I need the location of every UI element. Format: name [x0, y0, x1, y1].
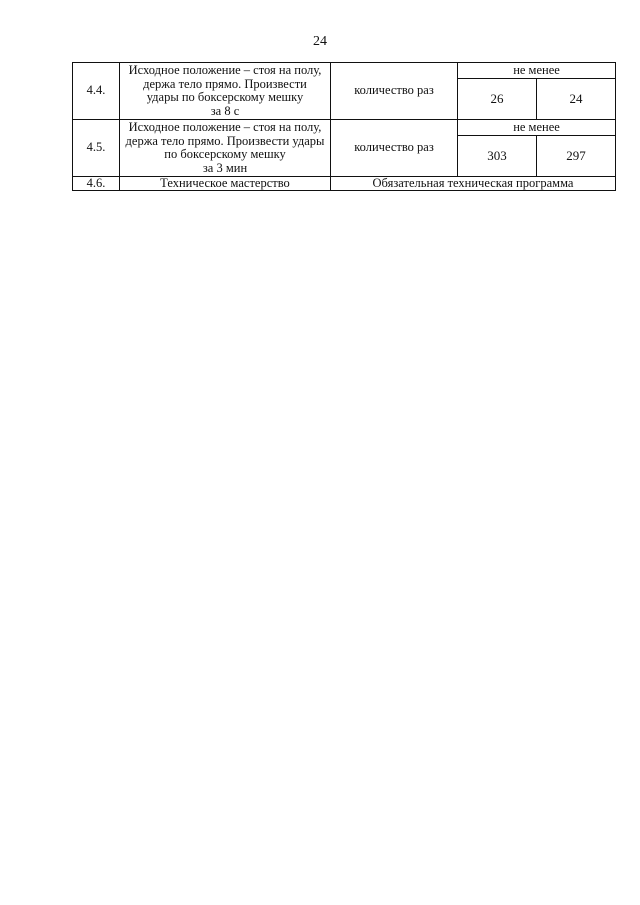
unit-cell: количество раз	[331, 63, 458, 120]
exercise-description	[120, 120, 331, 177]
description-line: за 3 мин	[202, 160, 248, 175]
table-row	[73, 120, 616, 136]
description-line: удары по боксерскому мешку	[146, 90, 304, 104]
description-line: Исходное положение – стоя на полу,	[128, 63, 322, 77]
row-number: 4.5.	[73, 120, 120, 177]
exercise-description: Техническое мастерство	[120, 177, 331, 191]
table-row	[73, 177, 616, 191]
row-number: 4.4.	[73, 63, 120, 120]
description-line: держа тело прямо. Произвести	[143, 76, 307, 91]
table-row	[73, 63, 616, 79]
min-header: не менее	[458, 63, 616, 79]
min-header: не менее	[458, 120, 616, 136]
norms-table	[72, 62, 616, 191]
page-number: 24	[313, 34, 327, 49]
description-line: за 8 с	[210, 103, 240, 118]
value-cell: 26	[458, 79, 537, 120]
program-cell: Обязательная техническая программа	[331, 177, 616, 191]
row-number: 4.6.	[73, 177, 120, 191]
value-cell: 303	[458, 136, 537, 177]
description-line: держа тело прямо. Произвести удары	[125, 133, 325, 148]
exercise-description	[120, 63, 331, 120]
description-line: по боксерскому мешку	[164, 147, 286, 161]
value-cell: 297	[537, 136, 616, 177]
unit-cell: количество раз	[331, 120, 458, 177]
value-cell: 24	[537, 79, 616, 120]
description-line: Исходное положение – стоя на полу,	[128, 120, 322, 134]
